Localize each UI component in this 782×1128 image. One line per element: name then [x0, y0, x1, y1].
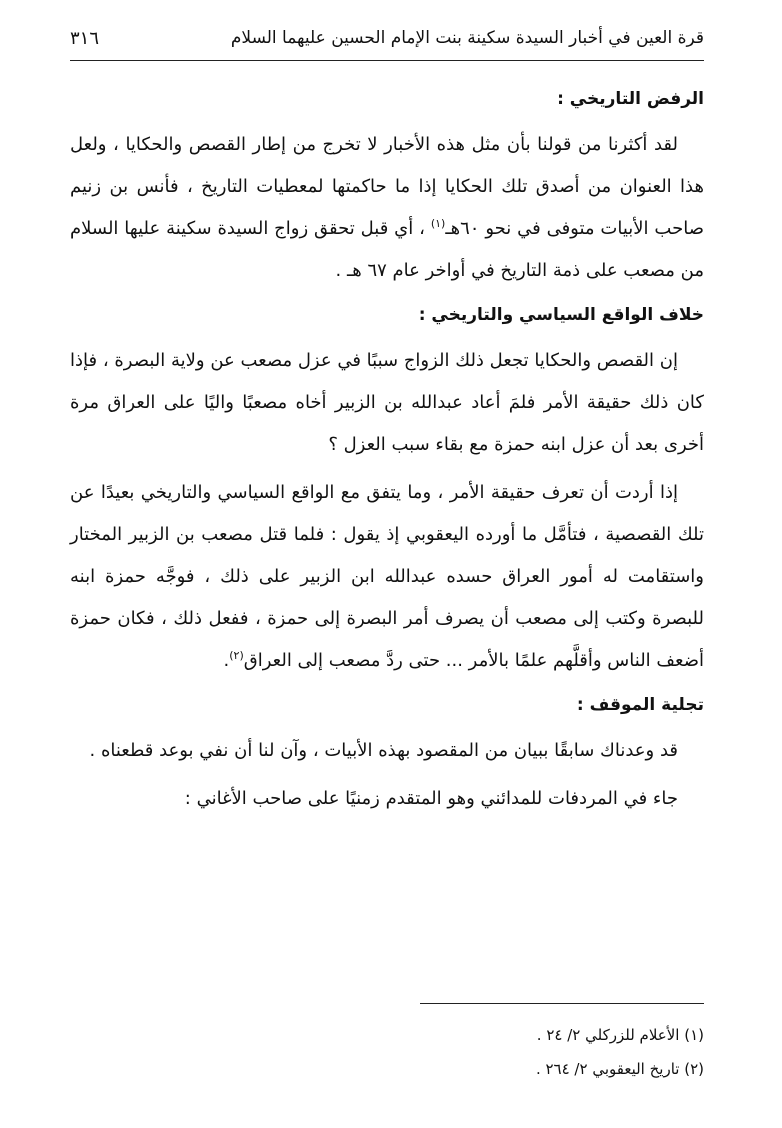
section-historical-rejection	[70, 82, 704, 292]
paragraph-tail: ، أي قبل تحقق زواج السيدة سكينة عليها السلام من مصعب على ذمة التاريخ في أواخر عام ٦٧ هـ .	[70, 218, 704, 281]
footnote: (١) الأعلام للزركلي ٢/ ٢٤ .	[536, 1026, 704, 1044]
section-political-historical-contradiction	[70, 298, 704, 682]
section-clarification	[70, 688, 704, 820]
section-heading: الرفض التاريخي :	[557, 89, 704, 109]
page-body	[70, 82, 704, 826]
paragraph-text: إن القصص والحكايا تجعل ذلك الزواج سببًا في عزل مصعب عن ولاية البصرة ، فإذا كان ذلك حقيقة الأمر فلمَ أعاد عبدالله بن الزبير أخاه مصعبًا واليًا على العراق مرة أخرى بعد أن عزل ابنه حمزة مع بقاء سبب العزل ؟	[70, 350, 704, 455]
running-header-title: قرة العين في أخبار السيدة سكينة بنت الإمام الحسين عليهما السلام	[230, 28, 704, 48]
section-heading: تجلية الموقف :	[576, 695, 704, 715]
paragraph-tail: .	[223, 650, 230, 671]
paragraph	[70, 778, 704, 820]
page-number: ٣١٦	[70, 28, 100, 49]
footnotes	[70, 1018, 704, 1086]
running-header	[70, 26, 704, 61]
paragraph-text: قد وعدناك سابقًا ببيان من المقصود بهذه الأبيات ، وآن لنا أن نفي بوعد قطعناه .	[89, 740, 678, 761]
paragraph-text: لقد أكثرنا من قولنا بأن مثل هذه الأخبار لا تخرج من إطار القصص والحكايا ، ولعل هذا العنوان من أصدق تلك الحكايا إذا ما حاكمتها لمعطيات التاريخ ، فأنس بن زنيم صاحب الأبيات متوفى في نحو ٦٠هـ	[70, 134, 704, 239]
paragraph	[70, 730, 704, 772]
paragraph	[70, 124, 704, 292]
footnote-ref: (١)	[430, 217, 446, 230]
footnote: (٢) تاريخ اليعقوبي ٢/ ٢٦٤ .	[535, 1060, 704, 1078]
footnote-separator	[420, 1003, 704, 1004]
footnote-ref: (٢)	[229, 649, 244, 662]
paragraph-text: إذا أردت أن تعرف حقيقة الأمر ، وما يتفق مع الواقع السياسي والتاريخي بعيدًا عن تلك القصصية ، فتأمَّل ما أورده اليعقوبي إذ يقول : فلما قتل مصعب بن الزبير المختار واستقامت له أمور العراق حسده عبدالله ابن الزبير على ذلك ، فوجَّه حمزة ابنه للبصرة وكتب إلى مصعب أن يصرف أمر البصرة إلى حمزة ، ففعل ذلك ، فكان حمزة أضعف الناس وأقلَّهم علمًا بالأمر ... حتى ردَّ مصعب إلى العراق	[70, 482, 704, 671]
paragraph	[70, 340, 704, 466]
section-heading: خلاف الواقع السياسي والتاريخي :	[418, 305, 704, 325]
paragraph-text: جاء في المردفات للمدائني وهو المتقدم زمنيًا على صاحب الأغاني :	[184, 788, 678, 809]
paragraph	[70, 472, 704, 682]
